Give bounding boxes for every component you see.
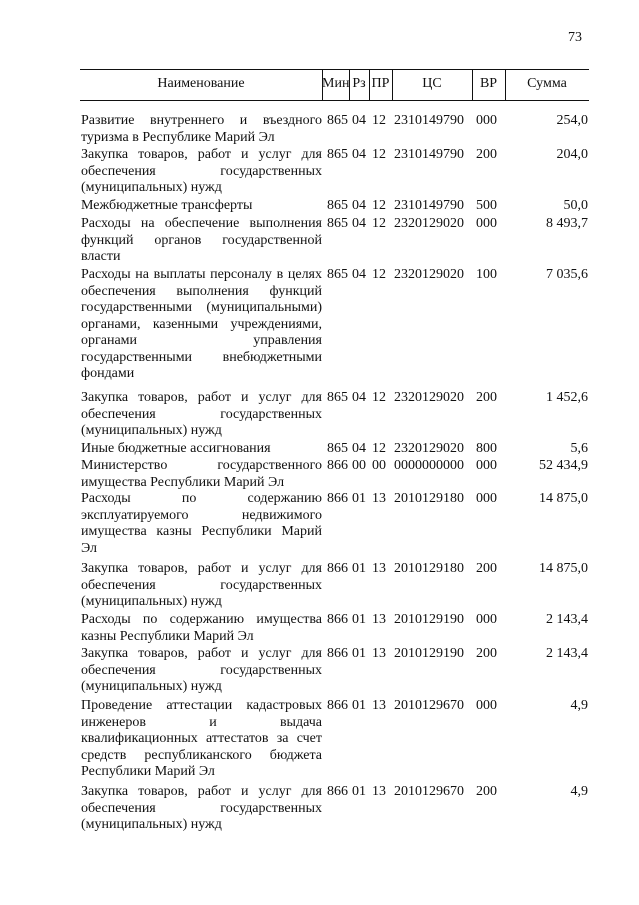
row-min: 866 [327, 698, 348, 713]
row-vr: 000 [476, 113, 497, 128]
row-pr: 12 [372, 441, 386, 456]
row-min: 865 [327, 216, 348, 231]
row-pr: 13 [372, 612, 386, 627]
row-sum: 4,9 [570, 784, 588, 799]
row-rz: 01 [352, 784, 366, 799]
row-rz: 01 [352, 561, 366, 576]
row-name: Развитие внутреннего и въездного туризма в Республике Марий Эл [81, 113, 322, 145]
header-vr: ВР [479, 76, 498, 91]
header-sum: Сумма [527, 76, 567, 91]
row-min: 865 [327, 113, 348, 128]
row-rz: 04 [352, 147, 366, 162]
header-min: Мин [322, 76, 350, 91]
row-rz: 04 [352, 390, 366, 405]
row-sum: 7 035,6 [546, 267, 588, 282]
row-rz: 00 [352, 458, 366, 473]
row-cs: 2310149790 [394, 198, 464, 213]
row-rz: 01 [352, 612, 366, 627]
row-name: Закупка товаров, работ и услуг для обеспечения государственных (муниципальных) нужд [81, 390, 322, 438]
row-pr: 12 [372, 113, 386, 128]
row-sum: 14 875,0 [539, 491, 588, 506]
row-rz: 01 [352, 646, 366, 661]
row-sum: 2 143,4 [546, 612, 588, 627]
row-min: 865 [327, 390, 348, 405]
row-name: Закупка товаров, работ и услуг для обеспечения государственных (муниципальных) нужд [81, 147, 322, 195]
row-sum: 52 434,9 [539, 458, 588, 473]
row-vr: 000 [476, 458, 497, 473]
row-cs: 2320129020 [394, 441, 464, 456]
row-cs: 2010129190 [394, 612, 464, 627]
row-rz: 04 [352, 267, 366, 282]
row-name: Закупка товаров, работ и услуг для обеспечения государственных (муниципальных) нужд [81, 646, 322, 694]
row-rz: 04 [352, 441, 366, 456]
header-rz: Рз [352, 76, 366, 91]
row-pr: 13 [372, 698, 386, 713]
header-name: Наименование [157, 76, 245, 91]
row-vr: 200 [476, 390, 497, 405]
row-pr: 12 [372, 198, 386, 213]
row-sum: 254,0 [556, 113, 588, 128]
row-cs: 2010129670 [394, 698, 464, 713]
row-vr: 800 [476, 441, 497, 456]
row-cs: 2310149790 [394, 147, 464, 162]
row-cs: 2010129180 [394, 561, 464, 576]
row-cs: 2320129020 [394, 216, 464, 231]
header-cs: ЦС [422, 76, 442, 91]
row-name: Расходы по содержанию эксплуатируемого недвижимого имущества казны Республики Марий Эл [81, 491, 322, 556]
row-name: Иные бюджетные ассигнования [81, 441, 271, 456]
row-name: Закупка товаров, работ и услуг для обеспечения государственных (муниципальных) нужд [81, 784, 322, 832]
row-pr: 12 [372, 147, 386, 162]
row-min: 865 [327, 267, 348, 282]
row-name: Межбюджетные трансферты [81, 198, 253, 213]
row-sum: 14 875,0 [539, 561, 588, 576]
header-pr: ПР [371, 76, 390, 91]
row-min: 865 [327, 147, 348, 162]
row-min: 866 [327, 491, 348, 506]
row-name: Закупка товаров, работ и услуг для обеспечения государственных (муниципальных) нужд [81, 561, 322, 609]
row-pr: 12 [372, 267, 386, 282]
row-pr: 13 [372, 561, 386, 576]
row-rz: 04 [352, 216, 366, 231]
row-cs: 2320129020 [394, 390, 464, 405]
header-bottom-rule [80, 100, 589, 101]
row-rz: 04 [352, 113, 366, 128]
row-pr: 12 [372, 216, 386, 231]
row-name: Расходы на выплаты персоналу в целях обеспечения выполнения функций государственными (муниципальными) органами, казенными учреждениями, органами управления государственными внебюджетными фондами [81, 267, 322, 381]
row-vr: 000 [476, 698, 497, 713]
row-min: 866 [327, 561, 348, 576]
row-name: Расходы на обеспечение выполнения функций органов государственной власти [81, 216, 322, 264]
row-sum: 4,9 [570, 698, 588, 713]
row-vr: 000 [476, 491, 497, 506]
row-pr: 12 [372, 390, 386, 405]
row-pr: 00 [372, 458, 386, 473]
row-rz: 04 [352, 198, 366, 213]
row-sum: 2 143,4 [546, 646, 588, 661]
row-min: 866 [327, 458, 348, 473]
row-min: 865 [327, 441, 348, 456]
row-cs: 2320129020 [394, 267, 464, 282]
row-sum: 1 452,6 [546, 390, 588, 405]
row-cs: 2310149790 [394, 113, 464, 128]
row-cs: 2010129180 [394, 491, 464, 506]
row-sum: 5,6 [570, 441, 588, 456]
row-min: 866 [327, 612, 348, 627]
row-cs: 2010129670 [394, 784, 464, 799]
row-cs: 2010129190 [394, 646, 464, 661]
row-vr: 200 [476, 784, 497, 799]
row-vr: 500 [476, 198, 497, 213]
row-min: 866 [327, 784, 348, 799]
header-top-rule [80, 69, 589, 70]
row-name: Расходы по содержанию имущества казны Республики Марий Эл [81, 612, 322, 644]
row-pr: 13 [372, 491, 386, 506]
row-pr: 13 [372, 646, 386, 661]
row-vr: 000 [476, 612, 497, 627]
row-vr: 200 [476, 561, 497, 576]
row-vr: 000 [476, 216, 497, 231]
row-vr: 100 [476, 267, 497, 282]
row-sum: 8 493,7 [546, 216, 588, 231]
row-rz: 01 [352, 491, 366, 506]
row-sum: 50,0 [563, 198, 588, 213]
row-vr: 200 [476, 147, 497, 162]
row-vr: 200 [476, 646, 497, 661]
row-cs: 0000000000 [394, 458, 464, 473]
row-name: Министерство государственного имущества Республики Марий Эл [81, 458, 322, 490]
row-sum: 204,0 [556, 147, 588, 162]
row-pr: 13 [372, 784, 386, 799]
row-min: 865 [327, 198, 348, 213]
row-rz: 01 [352, 698, 366, 713]
row-min: 866 [327, 646, 348, 661]
row-name: Проведение аттестации кадастровых инженеров и выдача квалификационных аттестатов за счет средств республиканского бюджета Республики Марий Эл [81, 698, 322, 779]
page-number: 73 [568, 30, 582, 45]
